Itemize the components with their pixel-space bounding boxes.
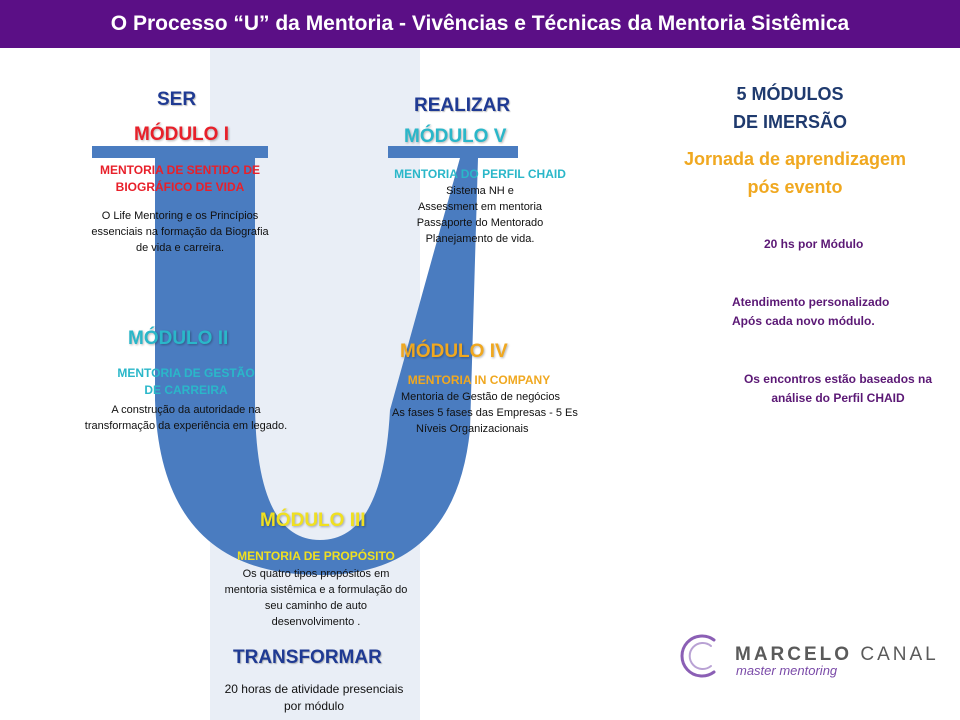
stage-ser: SER bbox=[157, 89, 197, 110]
module-4-desc-line: As fases 5 fases das Empresas - 5 Es bbox=[392, 407, 578, 419]
module-2-desc-line: transformação da experiência em legado. bbox=[84, 420, 288, 432]
module-2-subtitle bbox=[76, 365, 296, 399]
support-text-line: Após cada novo módulo. bbox=[732, 314, 875, 328]
immersion-heading-line: 5 MÓDULOS bbox=[736, 84, 844, 104]
module-1-title: MÓDULO I bbox=[134, 124, 229, 145]
module-3-desc-line: seu caminho de auto bbox=[264, 600, 368, 612]
journey-text-line: pós evento bbox=[747, 177, 843, 197]
page-title: O Processo “U” da Mentoria - Vivências e Técnicas da Mentoria Sistêmica bbox=[110, 12, 850, 35]
brand-name-light: CANAL bbox=[860, 644, 939, 665]
support-text-line: Atendimento personalizado bbox=[732, 295, 890, 309]
module-1-desc-line: essenciais na formação da Biografia bbox=[91, 226, 269, 238]
module-3-subtitle-line: MENTORIA DE PROPÓSITO bbox=[237, 549, 395, 563]
footer-note-line: por módulo bbox=[283, 699, 345, 713]
journey-text bbox=[655, 145, 935, 201]
module-3-desc-line: mentoria sistêmica e a formulação do bbox=[224, 584, 408, 596]
module-5-subtitle bbox=[370, 166, 590, 183]
footer-note-line: 20 horas de atividade presenciais bbox=[224, 682, 404, 696]
module-5-desc-line: Planejamento de vida. bbox=[425, 233, 535, 245]
immersion-heading-line: DE IMERSÃO bbox=[732, 112, 847, 132]
hours-per-module: 20 hs por Módulo bbox=[764, 237, 864, 251]
basis-text bbox=[722, 370, 954, 408]
module-4-desc-line: Níveis Organizacionais bbox=[416, 423, 529, 435]
module-2-title: MÓDULO II bbox=[128, 328, 229, 349]
module-2-subtitle-line: MENTORIA DE GESTÃO bbox=[117, 366, 255, 380]
journey-text-line: Jornada de aprendizagem bbox=[683, 149, 907, 169]
footer-note bbox=[214, 681, 414, 715]
module-1-desc-line: O Life Mentoring e os Princípios bbox=[101, 210, 259, 222]
immersion-heading bbox=[700, 80, 880, 136]
basis-text-line: Os encontros estão baseados na bbox=[743, 372, 933, 386]
module-5-desc-line: Passaporte do Mentorado bbox=[416, 217, 544, 229]
module-5-subtitle-line: MENTORIA DO PERFIL CHAID bbox=[394, 167, 566, 181]
module-3-title: MÓDULO III bbox=[260, 510, 366, 531]
module-1-subtitle bbox=[70, 162, 290, 196]
module-4-subtitle bbox=[384, 372, 574, 389]
brand-logo-icon bbox=[678, 632, 726, 680]
module-5-title: MÓDULO V bbox=[404, 126, 507, 147]
module-4-desc-line: Mentoria de Gestão de negócios bbox=[401, 391, 560, 403]
module-4-description bbox=[392, 389, 602, 437]
module-4-subtitle-line: MENTORIA IN COMPANY bbox=[407, 373, 551, 387]
module-3-subtitle bbox=[206, 548, 426, 565]
module-1-desc-line: de vida e carreira. bbox=[135, 242, 225, 254]
module-3-desc-line: Os quatro tipos propósitos em bbox=[242, 568, 390, 580]
module-3-description bbox=[206, 566, 426, 630]
basis-text-line: análise do Perfil CHAID bbox=[771, 391, 905, 405]
module-2-subtitle-line: DE CARREIRA bbox=[144, 383, 228, 397]
support-text bbox=[732, 293, 889, 331]
module-2-desc-line: A construção da autoridade na bbox=[111, 404, 261, 416]
stage-realizar: REALIZAR bbox=[414, 95, 511, 116]
module-3-desc-line: desenvolvimento . bbox=[271, 616, 361, 628]
module-1-description bbox=[70, 208, 290, 256]
module-4-title: MÓDULO IV bbox=[400, 341, 508, 362]
brand-tagline: master mentoring bbox=[736, 663, 838, 678]
module-1-subtitle-line: MENTORIA DE SENTIDO DE bbox=[99, 163, 260, 177]
module-5-desc-line: Sistema NH e bbox=[446, 185, 514, 197]
module-5-description bbox=[370, 183, 590, 247]
module-5-desc-line: Assessment em mentoria bbox=[417, 201, 543, 213]
module-2-description bbox=[66, 402, 306, 434]
stage-transformar: TRANSFORMAR bbox=[233, 647, 382, 668]
brand-name-bold: MARCELO bbox=[735, 644, 853, 665]
module-1-subtitle-line: BIOGRÁFICO DE VIDA bbox=[115, 180, 245, 194]
